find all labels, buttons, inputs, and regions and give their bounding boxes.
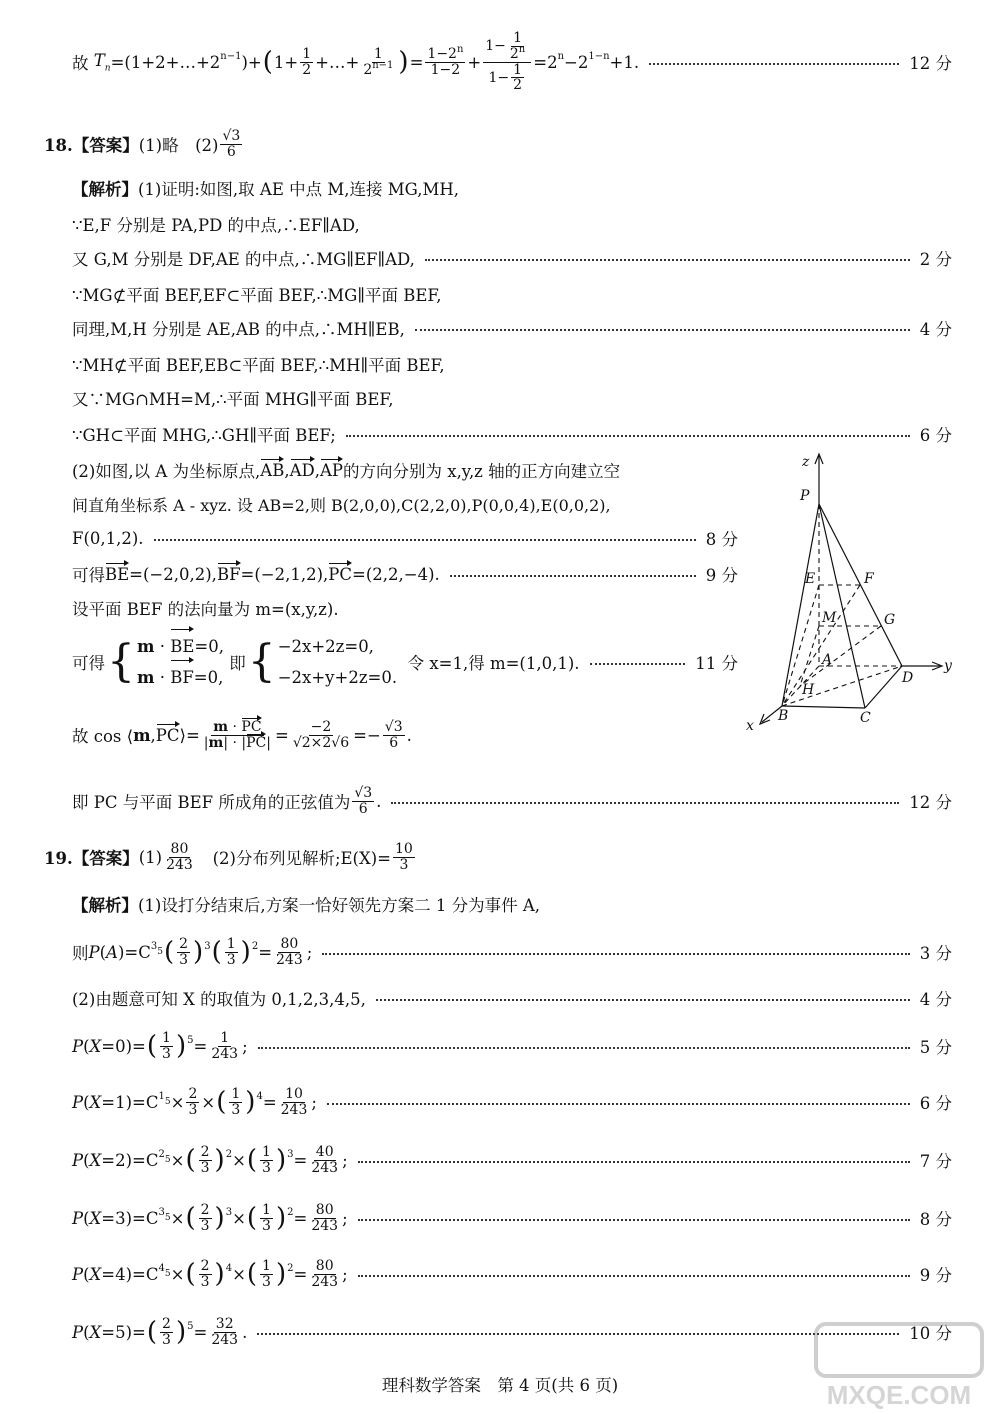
q18-text-6: 又∵MG∩MH=M,∴平面 MHG∥平面 BEF, [72, 390, 394, 409]
q18-line-5 [0, 346, 1000, 382]
vec-be: =(−2,0,2), [129, 564, 217, 584]
seg-fb [782, 585, 860, 706]
q18-text-5: ∵MH⊄平面 BEF,EB⊂平面 BEF,∴MH∥平面 BEF, [72, 356, 445, 375]
label-m: M [822, 610, 837, 626]
q19-answer-tag: 19.【答案】 [44, 849, 139, 868]
tn-points: 12 分 [909, 54, 952, 73]
label-f: F [864, 571, 874, 587]
cos-pre: 故 cos ⟨ [72, 727, 134, 746]
label-g: G [884, 612, 896, 628]
label-a: A [822, 652, 833, 668]
normal-line-text: 设平面 BEF 的法向量为 m=(x,y,z). [72, 600, 339, 619]
q18-text-4: 同理,M,H 分别是 AE,AB 的中点,∴MH∥EB, [72, 320, 405, 339]
q18-line-3 [0, 276, 1000, 312]
final-points: 12 分 [909, 793, 952, 812]
label-h: H [802, 682, 815, 698]
edge-pc [819, 504, 865, 708]
q18-points-7: 6 分 [919, 426, 952, 445]
q18-vectors-line: 可得 BE =(−2,0,2), BF =(−2,1,2), PC =(2,2,−4). 9 分 [0, 556, 738, 592]
label-d: D [902, 670, 914, 686]
q19-line1 [0, 886, 1000, 922]
px2-line: P ( X =2)=C $^2$ $_5$ × ( $\frac{2}{3}$ ) $^2$ × ( $\frac{1}{3}$ ) $^3$ = $\frac{40}{243}$ ; 7 分 [72, 1143, 952, 1176]
q18-analysis-tag: 【解析】 [72, 180, 138, 199]
q18-line-4 [0, 310, 1000, 346]
q19-line3-text: (2)由题意可知 X 的取值为 0,1,2,3,4,5, [72, 990, 366, 1009]
label-y: y [944, 658, 952, 674]
px5-line: P ( X =5)= ( $\frac{2}{3}$ ) $^5$ = $\frac{32}{243}$ . 10 分 [72, 1315, 952, 1348]
q18-system-line: 可得 { m · BE=0, m · BF=0, 即 { −2x+2z=0, −2x+y+2z=0. 令 x=1,得 m=(1,0,1). 11 分 [0, 626, 738, 698]
px1-points: 6 分 [919, 1094, 952, 1113]
sys-eq2: −2x+y+2z=0. [277, 668, 398, 687]
page-footer: 理科数学答案 第 4 页(共 6 页) [381, 1376, 619, 1395]
q18-answer-text: (1)略 (2) [138, 136, 219, 155]
q18-line-1 [0, 206, 1000, 242]
edge-cd [865, 666, 902, 708]
q18-cos-line: 故 cos ⟨ m , PC ⟩= $\frac{m \cdot PC}{|m| \cdot |PC|}$ = $\frac{-2}{√2\times 2√6}$ =− $\frac{√3}{6}$ . [72, 718, 412, 751]
q18-text-7: ∵GH⊂平面 MHG,∴GH∥平面 BEF; [72, 426, 336, 445]
edge-bc [782, 706, 865, 708]
sys-post: 令 x=1,得 m=(1,0,1). [407, 654, 580, 673]
sys-pre: 可得 [72, 654, 105, 673]
q18-part2-line3 [0, 520, 738, 556]
pyramid-diagram [740, 448, 960, 738]
q18-text-2: 又 G,M 分别是 DF,AE 的中点,∴MG∥EF∥AD, [72, 250, 415, 269]
px4-points: 9 分 [919, 1266, 952, 1285]
line3-points: 4 分 [919, 990, 952, 1009]
px1-line: P ( X =1)=C $^1$ $_5$ × $\frac{2}{3}$ × ( $\frac{1}{3}$ ) $^4$ = $\frac{10}{243}$ ; 6 分 [72, 1085, 952, 1118]
q18-line-0 [0, 170, 1000, 206]
q19-pa-line: 则 P ( A )=C $^3$ $_5$ ( $\frac{2}{3}$ ) $^3$ ( $\frac{1}{3}$ ) $^2$ = $\frac{80}{243}$ ; 3 分 [72, 935, 952, 968]
q19-answer-b: (2)分布列见解析;E(X)= [212, 849, 392, 868]
q18-points-4: 4 分 [919, 320, 952, 339]
q19-answer-a: (1) [138, 847, 163, 867]
seg-mh [800, 626, 819, 686]
part2-l1-pre: (2)如图,以 A 为坐标原点, [72, 462, 261, 481]
label-c: C [860, 710, 871, 726]
label-z: z [802, 454, 810, 470]
pa-points: 3 分 [919, 944, 952, 963]
px0-points: 5 分 [919, 1038, 952, 1057]
sys-mid: 即 [229, 654, 246, 673]
q19-line3 [0, 980, 1000, 1016]
px3-line: P ( X =3)=C $^3$ $_5$ × ( $\frac{2}{3}$ ) $^3$ × ( $\frac{1}{3}$ ) $^2$ = $\frac{80}{243}$ ; 8 分 [72, 1201, 952, 1234]
px5-points: 10 分 [909, 1324, 952, 1343]
q18-line-2 [0, 240, 1000, 276]
q18-text-0: (1)证明:如图,取 AE 中点 M,连接 MG,MH, [138, 180, 460, 199]
q19-answer: 19.【答案】 (1) $\frac{80}{243}$ (2)分布列见解析;E(X)= $\frac{10}{3}$ [44, 840, 413, 873]
q18-text-1: ∵E,F 分别是 PA,PD 的中点,∴EF∥AD, [72, 216, 360, 235]
q18-answer-tag: 18.【答案】 [44, 136, 139, 155]
q18-text-3: ∵MG⊄平面 BEF,EF⊂平面 BEF,∴MG∥平面 BEF, [72, 286, 442, 305]
vec-bf: =(−2,1,2), [240, 564, 329, 584]
q19-line1-text: (1)设打分结束后,方案一恰好领先方案二 1 分为事件 A, [138, 896, 541, 915]
q18-part2-line1: (2)如图,以 A 为坐标原点, AB , AD , AP 的方向分别为 x,y,z 轴的正方向建立空 [0, 452, 738, 488]
q18-answer: 18.【答案】 (1)略 (2) $\frac{√3}{6}$ [44, 127, 241, 160]
sys-points: 11 分 [695, 654, 738, 673]
q18-line-6 [0, 380, 1000, 416]
part2-l1-post: 的方向分别为 x,y,z 轴的正方向建立空 [343, 462, 621, 481]
part2-l2: 间直角坐标系 A - xyz. 设 AB=2,则 B(2,0,0),C(2,2,0),P(0,0,4),E(0,0,2), [72, 495, 611, 515]
label-b: B [778, 708, 789, 724]
q19-analysis-tag: 【解析】 [72, 896, 138, 915]
vecs-points: 9 分 [705, 566, 738, 585]
q18-part2-line2 [0, 486, 738, 522]
part2-l3-points: 8 分 [705, 530, 738, 549]
sys-eq1: −2x+2z=0, [277, 636, 374, 656]
q18-final-line: 即 PC 与平面 BEF 所成角的正弦值为 $\frac{√3}{6}$ . 12 分 [72, 784, 952, 817]
watermark-stamp [806, 1318, 992, 1412]
q18-points-2: 2 分 [919, 250, 952, 269]
px3-points: 8 分 [919, 1210, 952, 1229]
px0-line: P ( X =0)= ( $\frac{1}{3}$ ) $^5$ = $\frac{1}{243}$ ; 5 分 [72, 1029, 952, 1062]
label-x: x [746, 718, 754, 734]
q18-line-7 [0, 416, 1000, 452]
watermark-text: MXQE.COM [826, 1380, 972, 1410]
q18-normal-line [0, 590, 738, 626]
part2-l3: F(0,1,2). [72, 528, 144, 548]
px4-line: P ( X =4)=C $^4$ $_5$ × ( $\frac{2}{3}$ ) $^4$ × ( $\frac{1}{3}$ ) $^2$ = $\frac{80}{243}$ ; 9 分 [72, 1257, 952, 1290]
label-e: E [805, 571, 816, 587]
tn-line: 故 $T_n$ =(1+2+…+2 $^{n-1}$ )+ ( 1+ $\frac{1}{2}$ +…+ $\frac{1}{2^{n-1}}$ ) = $\frac{1-2^n}{1-2}$ + 1− $\frac{1}{2^n}$ 1− $\frac{1}{2}$ =2 $^n$ −2 $^{1-n}$ +1. 12 分 [72, 30, 952, 94]
final-line-text: 即 PC 与平面 BEF 所成角的正弦值为 [72, 793, 351, 812]
label-p: P [800, 488, 810, 504]
px2-points: 7 分 [919, 1152, 952, 1171]
vec-pc: =(2,2,−4). [352, 564, 440, 584]
